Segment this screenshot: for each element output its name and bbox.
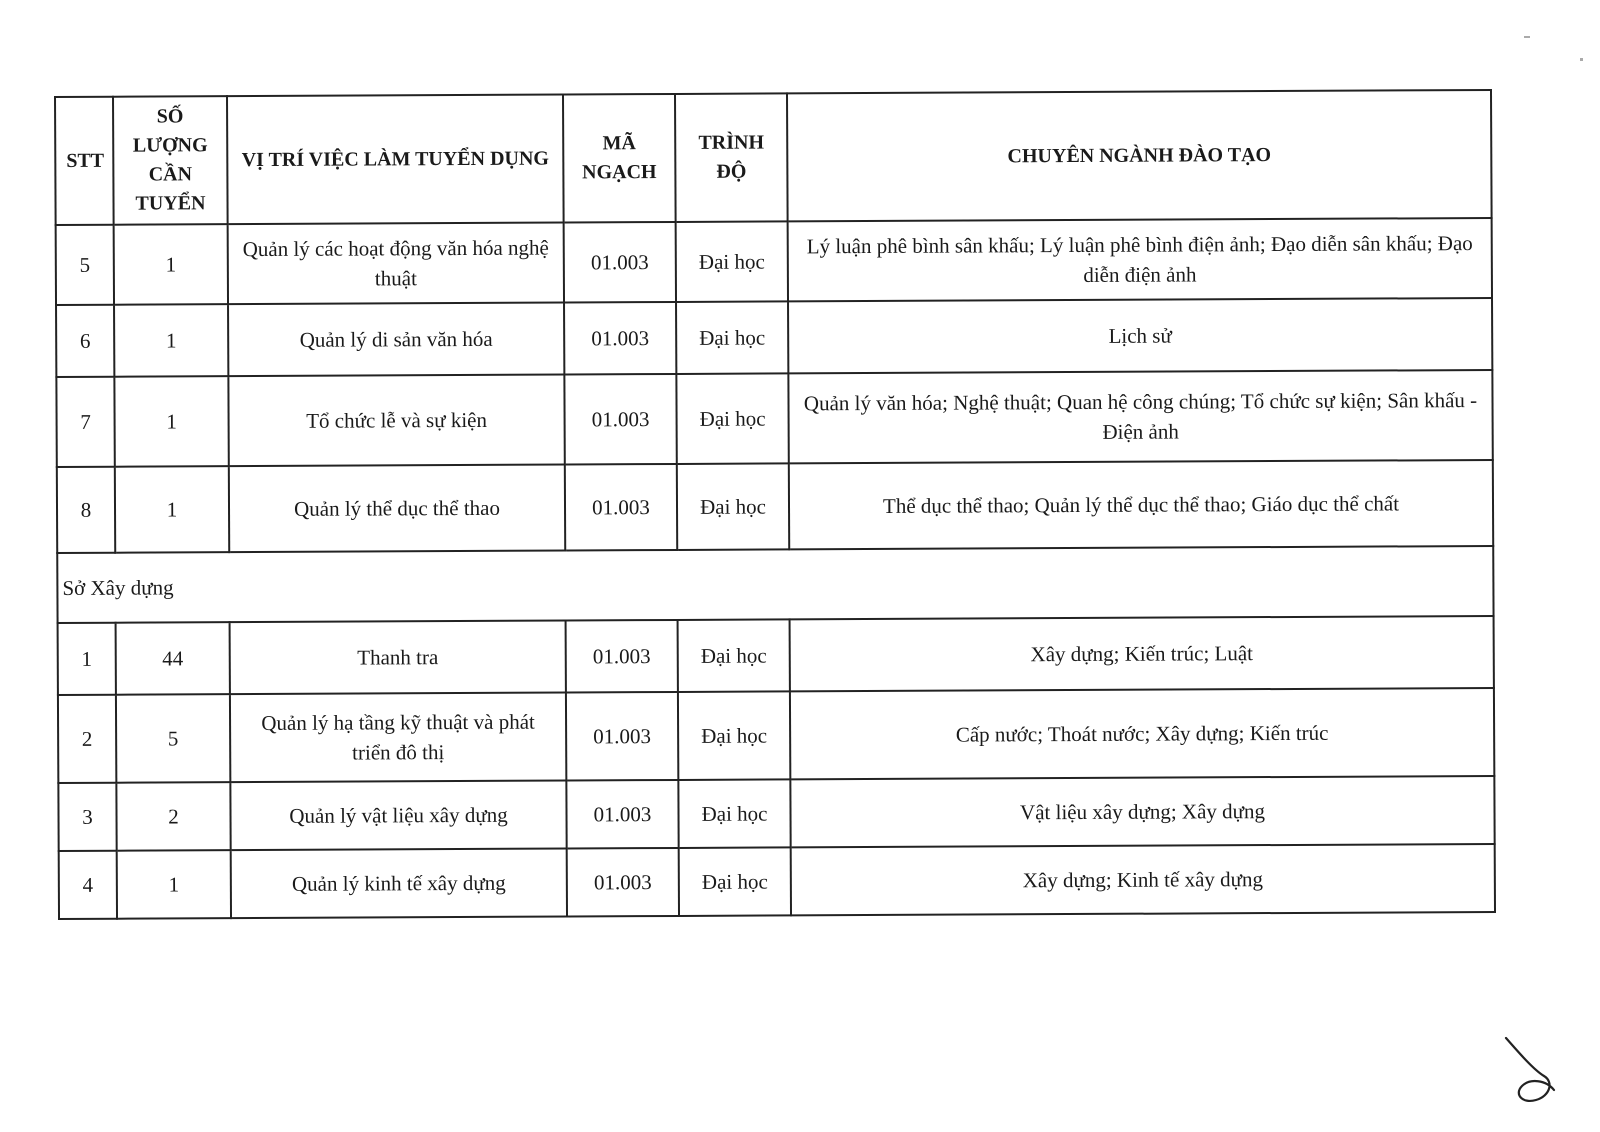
cell-position: Quản lý hạ tầng kỹ thuật và phát triển đô thị [230,693,566,783]
header-level: TRÌNH ĐỘ [675,93,788,222]
cell-major: Lịch sử [788,298,1492,373]
cell-quantity: 1 [114,224,228,305]
cell-level: Đại học [678,691,790,780]
cell-stt: 6 [56,305,114,377]
cell-level: Đại học [679,847,791,916]
cell-major: Cấp nước; Thoát nước; Xây dựng; Kiến trúc [790,688,1494,779]
cell-quantity: 1 [117,850,231,919]
header-quantity: SỐ LƯỢNG CẦN TUYỂN [113,96,228,225]
table-row [56,370,1492,467]
cell-level: Đại học [677,463,789,550]
section-row [57,546,1493,623]
header-stt: STT [55,97,114,225]
cell-stt: 2 [58,695,116,783]
header-code: MÃ NGẠCH [563,94,676,223]
cell-quantity: 1 [114,304,228,377]
cell-major: Vật liệu xây dựng; Xây dựng [790,776,1494,847]
cell-position: Quản lý vật liệu xây dựng [230,781,566,851]
cell-code: 01.003 [566,692,678,781]
cell-quantity: 5 [116,694,230,783]
recruitment-table [54,89,1496,920]
cell-position: Thanh tra [230,621,566,695]
table-row [56,298,1492,377]
cell-code: 01.003 [566,620,678,693]
cell-code: 01.003 [564,374,676,465]
cell-level: Đại học [676,373,788,464]
section-title: Sở Xây dựng [57,546,1493,623]
cell-code: 01.003 [567,848,679,917]
table-row [58,776,1494,851]
cell-position: Tổ chức lễ và sự kiện [228,375,564,467]
table-row [58,688,1494,783]
cell-major: Xây dựng; Kinh tế xây dựng [791,844,1495,915]
cell-quantity: 1 [114,376,228,467]
cell-level: Đại học [678,619,790,692]
cell-code: 01.003 [564,302,676,375]
table-row [58,616,1494,695]
cell-position: Quản lý kinh tế xây dựng [231,849,567,919]
cell-stt: 1 [58,623,116,695]
cell-major: Quản lý văn hóa; Nghệ thuật; Quan hệ công chúng; Tổ chức sự kiện; Sân khấu - Điện ảnh [788,370,1492,463]
cell-major: Xây dựng; Kiến trúc; Luật [790,616,1494,691]
cell-stt: 8 [57,467,115,553]
table-row [57,460,1493,553]
cell-level: Đại học [676,221,788,302]
cell-stt: 7 [56,377,114,467]
cell-code: 01.003 [565,464,677,551]
cell-position: Quản lý di sản văn hóa [228,303,564,377]
cell-major: Lý luận phê bình sân khấu; Lý luận phê bình điện ảnh; Đạo diễn sân khấu; Đạo diễn điện ảnh [788,218,1492,301]
cell-quantity: 2 [116,782,230,851]
cell-position: Quản lý thể dục thể thao [229,465,565,553]
cell-level: Đại học [676,301,788,374]
initial-signature-icon [1500,1030,1560,1110]
scan-speck [1580,58,1583,61]
cell-stt: 3 [58,783,116,851]
cell-stt: 5 [56,225,114,305]
cell-major: Thể dục thể thao; Quản lý thể dục thể thao; Giáo dục thể chất [789,460,1493,549]
cell-stt: 4 [59,851,117,919]
cell-code: 01.003 [566,780,678,849]
table-header-row [55,90,1492,225]
cell-quantity: 44 [116,622,230,695]
cell-quantity: 1 [115,466,229,553]
cell-position: Quản lý các hoạt động văn hóa nghệ thuật [228,223,564,305]
header-major: CHUYÊN NGÀNH ĐÀO TẠO [787,90,1492,221]
cell-level: Đại học [678,779,790,848]
header-position: VỊ TRÍ VIỆC LÀM TUYỂN DỤNG [227,95,564,225]
table-row [56,218,1492,305]
cell-code: 01.003 [564,222,676,303]
table-row [59,844,1495,919]
scan-speck [1524,36,1530,38]
